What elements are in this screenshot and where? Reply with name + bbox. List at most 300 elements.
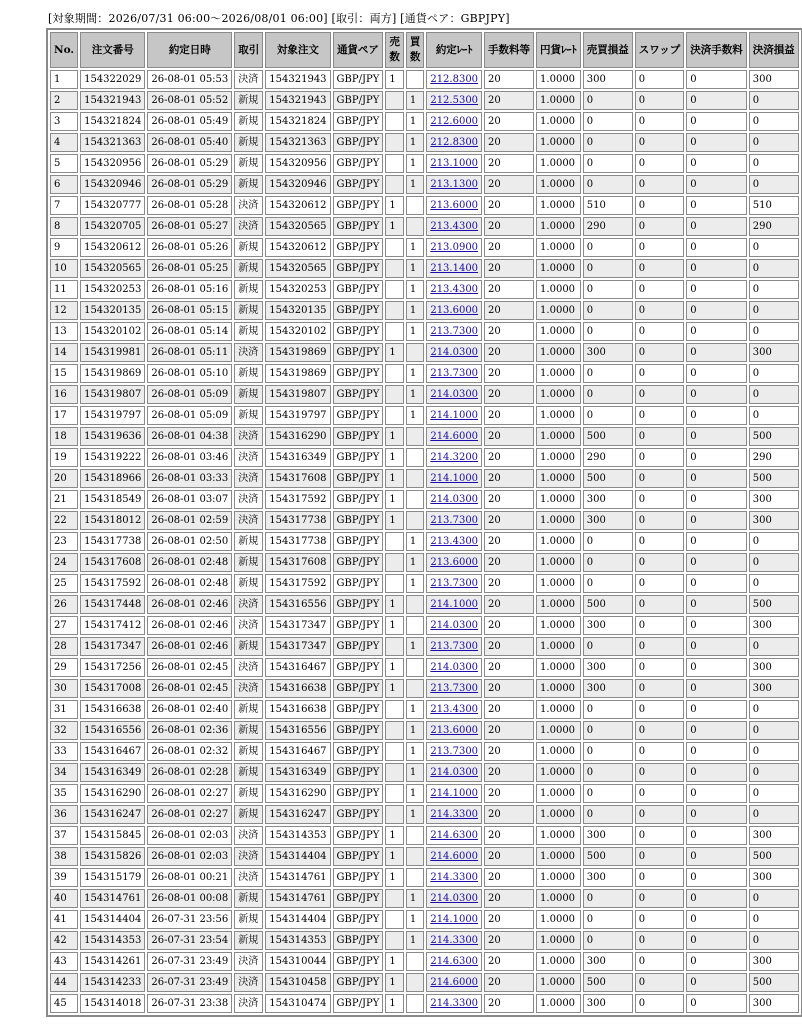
table-row: [50, 70, 799, 89]
cell-col-exec-datetime: 26-08-01 00:08: [147, 889, 232, 908]
cell-col-swap: 0: [635, 847, 684, 866]
cell-col-settle-pl: 0: [749, 574, 799, 593]
cell-col-swap: 0: [635, 133, 684, 152]
cell-col-buy-qty: [406, 994, 425, 1013]
cell-col-trade-type: 新規: [234, 154, 263, 173]
cell-col-trade-type: 新規: [234, 763, 263, 782]
exec-rate-link[interactable]: 212.8300: [430, 74, 479, 85]
cell-col-trade-pl: 0: [583, 385, 633, 404]
cell-col-target-order: 154319869: [265, 364, 330, 383]
cell-col-exec-rate: [426, 658, 482, 677]
cell-col-settle-pl: 0: [749, 301, 799, 320]
cell-col-trade-pl: 510: [583, 196, 633, 215]
cell-col-settle-fee: 0: [686, 763, 747, 782]
cell-col-exec-datetime: 26-08-01 02:27: [147, 805, 232, 824]
cell-col-fees: 20: [484, 322, 534, 341]
cell-col-settle-fee: 0: [686, 973, 747, 992]
header-col-exec-datetime: 約定日時: [147, 32, 232, 68]
cell-col-trade-type: 新規: [234, 889, 263, 908]
exec-rate-link[interactable]: 213.4300: [430, 221, 479, 232]
header-col-buy-qty: 買数: [406, 32, 425, 68]
table-row: [50, 238, 799, 257]
exec-rate-link[interactable]: 213.7300: [430, 683, 479, 694]
cell-col-swap: 0: [635, 259, 684, 278]
cell-col-jpy-rate: 1.0000: [536, 427, 581, 446]
cell-col-exec-datetime: 26-08-01 05:53: [147, 70, 232, 89]
exec-rate-link[interactable]: 214.6000: [430, 851, 479, 862]
cell-col-fees: 20: [484, 847, 534, 866]
cell-col-currency-pair: GBP/JPY: [333, 847, 384, 866]
exec-rate-link[interactable]: 213.7300: [430, 326, 479, 337]
cell-col-exec-rate: [426, 196, 482, 215]
cell-col-target-order: 154321824: [265, 112, 330, 131]
cell-col-trade-pl: 0: [583, 889, 633, 908]
cell-col-buy-qty: [406, 868, 425, 887]
cell-col-jpy-rate: 1.0000: [536, 637, 581, 656]
cell-col-currency-pair: GBP/JPY: [333, 406, 384, 425]
cell-col-fees: 20: [484, 385, 534, 404]
exec-rate-link[interactable]: 213.7300: [430, 368, 479, 379]
cell-col-buy-qty: [406, 679, 425, 698]
cell-col-buy-qty: [406, 826, 425, 845]
cell-col-trade-pl: 290: [583, 448, 633, 467]
cell-col-target-order: 154310474: [265, 994, 330, 1013]
exec-rate-link[interactable]: 213.6000: [430, 200, 479, 211]
cell-col-exec-datetime: 26-08-01 05:40: [147, 133, 232, 152]
cell-col-trade-type: 新規: [234, 910, 263, 929]
cell-col-fees: 20: [484, 805, 534, 824]
cell-col-settle-fee: 0: [686, 406, 747, 425]
cell-col-order-id: 154317738: [80, 532, 145, 551]
cell-col-exec-rate: [426, 427, 482, 446]
cell-col-order-id: 154314261: [80, 952, 145, 971]
cell-col-swap: 0: [635, 385, 684, 404]
exec-rate-link[interactable]: 214.0300: [430, 389, 479, 400]
cell-col-no: 6: [50, 175, 78, 194]
cell-col-order-id: 154317256: [80, 658, 145, 677]
cell-col-order-id: 154315179: [80, 868, 145, 887]
header-col-sell-qty: 売数: [385, 32, 404, 68]
cell-col-order-id: 154317347: [80, 637, 145, 656]
cell-col-currency-pair: GBP/JPY: [333, 301, 384, 320]
cell-col-settle-fee: 0: [686, 574, 747, 593]
table-row: [50, 847, 799, 866]
cell-col-settle-pl: 500: [749, 427, 799, 446]
cell-col-trade-pl: 300: [583, 952, 633, 971]
cell-col-order-id: 154319869: [80, 364, 145, 383]
cell-col-exec-rate: [426, 364, 482, 383]
cell-col-sell-qty: [385, 133, 404, 152]
cell-col-order-id: 154316290: [80, 784, 145, 803]
cell-col-trade-pl: 0: [583, 301, 633, 320]
cell-col-trade-type: 決済: [234, 70, 263, 89]
cell-col-fees: 20: [484, 616, 534, 635]
cell-col-swap: 0: [635, 805, 684, 824]
exec-rate-link[interactable]: 213.4300: [430, 704, 479, 715]
cell-col-trade-pl: 0: [583, 931, 633, 950]
exec-rate-link[interactable]: 214.0300: [430, 494, 479, 505]
cell-col-jpy-rate: 1.0000: [536, 868, 581, 887]
cell-col-order-id: 154320253: [80, 280, 145, 299]
exec-rate-link[interactable]: 212.5300: [430, 95, 479, 106]
exec-rate-link[interactable]: 213.7300: [430, 515, 479, 526]
cell-col-target-order: 154317592: [265, 490, 330, 509]
cell-col-settle-fee: 0: [686, 805, 747, 824]
cell-col-target-order: 154317608: [265, 469, 330, 488]
cell-col-exec-datetime: 26-08-01 02:48: [147, 553, 232, 572]
cell-col-exec-rate: [426, 994, 482, 1013]
table-row: [50, 448, 799, 467]
cell-col-no: 29: [50, 658, 78, 677]
exec-rate-link[interactable]: 214.1000: [430, 410, 479, 421]
exec-rate-link[interactable]: 212.8300: [430, 137, 479, 148]
cell-col-trade-type: 決済: [234, 952, 263, 971]
cell-col-exec-datetime: 26-08-01 02:27: [147, 784, 232, 803]
cell-col-trade-pl: 300: [583, 490, 633, 509]
cell-col-sell-qty: 1: [385, 994, 404, 1013]
cell-col-target-order: 154316638: [265, 700, 330, 719]
cell-col-jpy-rate: 1.0000: [536, 217, 581, 236]
cell-col-currency-pair: GBP/JPY: [333, 826, 384, 845]
cell-col-trade-pl: 0: [583, 574, 633, 593]
table-row: [50, 385, 799, 404]
cell-col-trade-pl: 500: [583, 427, 633, 446]
exec-rate-link[interactable]: 214.3300: [430, 872, 479, 883]
cell-col-fees: 20: [484, 658, 534, 677]
cell-col-no: 34: [50, 763, 78, 782]
exec-rate-link[interactable]: 214.3200: [430, 452, 479, 463]
cell-col-target-order: 154317347: [265, 637, 330, 656]
cell-col-target-order: 154316638: [265, 679, 330, 698]
cell-col-currency-pair: GBP/JPY: [333, 595, 384, 614]
cell-col-exec-rate: [426, 343, 482, 362]
cell-col-trade-type: 決済: [234, 343, 263, 362]
cell-col-sell-qty: [385, 91, 404, 110]
exec-rate-link[interactable]: 213.6000: [430, 557, 479, 568]
cell-col-no: 17: [50, 406, 78, 425]
table-row: [50, 616, 799, 635]
cell-col-swap: 0: [635, 721, 684, 740]
exec-rate-link[interactable]: 213.1300: [430, 179, 479, 190]
cell-col-no: 37: [50, 826, 78, 845]
cell-col-currency-pair: GBP/JPY: [333, 322, 384, 341]
exec-rate-link[interactable]: 213.1400: [430, 263, 479, 274]
cell-col-swap: 0: [635, 469, 684, 488]
cell-col-trade-pl: 0: [583, 175, 633, 194]
exec-rate-link[interactable]: 213.6000: [430, 305, 479, 316]
cell-col-exec-datetime: 26-08-01 05:14: [147, 322, 232, 341]
table-row: [50, 994, 799, 1013]
cell-col-no: 16: [50, 385, 78, 404]
table-row: [50, 91, 799, 110]
cell-col-trade-pl: 500: [583, 469, 633, 488]
exec-rate-link[interactable]: 214.6000: [430, 977, 479, 988]
cell-col-buy-qty: 1: [406, 700, 425, 719]
cell-col-fees: 20: [484, 952, 534, 971]
cell-col-currency-pair: GBP/JPY: [333, 175, 384, 194]
exec-rate-link[interactable]: 213.7300: [430, 746, 479, 757]
cell-col-order-id: 154318012: [80, 511, 145, 530]
cell-col-target-order: 154319869: [265, 343, 330, 362]
cell-col-settle-fee: 0: [686, 889, 747, 908]
exec-rate-link[interactable]: 214.1000: [430, 914, 479, 925]
cell-col-settle-pl: 0: [749, 889, 799, 908]
cell-col-trade-type: 新規: [234, 322, 263, 341]
cell-col-swap: 0: [635, 742, 684, 761]
cell-col-sell-qty: 1: [385, 448, 404, 467]
cell-col-currency-pair: GBP/JPY: [333, 700, 384, 719]
cell-col-settle-fee: 0: [686, 343, 747, 362]
cell-col-no: 8: [50, 217, 78, 236]
exec-rate-link[interactable]: 213.7300: [430, 641, 479, 652]
cell-col-exec-datetime: 26-08-01 03:46: [147, 448, 232, 467]
cell-col-trade-pl: 0: [583, 553, 633, 572]
cell-col-jpy-rate: 1.0000: [536, 154, 581, 173]
cell-col-exec-datetime: 26-08-01 02:32: [147, 742, 232, 761]
cell-col-settle-fee: 0: [686, 784, 747, 803]
cell-col-buy-qty: 1: [406, 763, 425, 782]
cell-col-order-id: 154317008: [80, 679, 145, 698]
cell-col-currency-pair: GBP/JPY: [333, 616, 384, 635]
cell-col-trade-type: 新規: [234, 700, 263, 719]
cell-col-currency-pair: GBP/JPY: [333, 490, 384, 509]
cell-col-swap: 0: [635, 952, 684, 971]
cell-col-jpy-rate: 1.0000: [536, 343, 581, 362]
cell-col-settle-fee: 0: [686, 322, 747, 341]
table-row: [50, 343, 799, 362]
exec-rate-link[interactable]: 213.1000: [430, 158, 479, 169]
cell-col-currency-pair: GBP/JPY: [333, 259, 384, 278]
cell-col-buy-qty: [406, 469, 425, 488]
cell-col-currency-pair: GBP/JPY: [333, 805, 384, 824]
cell-col-no: 20: [50, 469, 78, 488]
cell-col-exec-datetime: 26-08-01 02:45: [147, 658, 232, 677]
cell-col-target-order: 154317592: [265, 574, 330, 593]
cell-col-fees: 20: [484, 679, 534, 698]
report-filter-caption: [対象期間：2026/07/31 06:00〜2026/08/01 06:00] [取引：両方] [通貨ペア：GBPJPY]: [48, 12, 510, 25]
cell-col-order-id: 154314404: [80, 910, 145, 929]
cell-col-exec-datetime: 26-08-01 05:09: [147, 385, 232, 404]
cell-col-settle-pl: 0: [749, 280, 799, 299]
cell-col-buy-qty: 1: [406, 133, 425, 152]
cell-col-buy-qty: 1: [406, 784, 425, 803]
cell-col-settle-fee: 0: [686, 826, 747, 845]
cell-col-exec-rate: [426, 301, 482, 320]
cell-col-sell-qty: 1: [385, 343, 404, 362]
cell-col-settle-fee: 0: [686, 847, 747, 866]
cell-col-settle-pl: 300: [749, 490, 799, 509]
cell-col-exec-datetime: 26-08-01 00:21: [147, 868, 232, 887]
cell-col-sell-qty: [385, 700, 404, 719]
cell-col-currency-pair: GBP/JPY: [333, 112, 384, 131]
exec-rate-link[interactable]: 214.1000: [430, 599, 479, 610]
exec-rate-link[interactable]: 213.7300: [430, 578, 479, 589]
cell-col-no: 27: [50, 616, 78, 635]
cell-col-trade-type: 新規: [234, 637, 263, 656]
cell-col-trade-type: 新規: [234, 385, 263, 404]
table-row: [50, 301, 799, 320]
cell-col-trade-type: 決済: [234, 217, 263, 236]
cell-col-sell-qty: [385, 280, 404, 299]
cell-col-order-id: 154317448: [80, 595, 145, 614]
cell-col-exec-rate: [426, 175, 482, 194]
cell-col-settle-fee: 0: [686, 721, 747, 740]
table-row: [50, 973, 799, 992]
cell-col-order-id: 154319636: [80, 427, 145, 446]
cell-col-trade-type: 決済: [234, 826, 263, 845]
table-row: [50, 112, 799, 131]
cell-col-fees: 20: [484, 994, 534, 1013]
cell-col-exec-rate: [426, 679, 482, 698]
cell-col-buy-qty: [406, 973, 425, 992]
cell-col-swap: 0: [635, 427, 684, 446]
cell-col-exec-rate: [426, 973, 482, 992]
exec-rate-link[interactable]: 213.6000: [430, 725, 479, 736]
cell-col-settle-pl: 0: [749, 133, 799, 152]
cell-col-settle-pl: 300: [749, 952, 799, 971]
cell-col-exec-rate: [426, 259, 482, 278]
cell-col-settle-pl: 510: [749, 196, 799, 215]
exec-rate-link[interactable]: 214.1000: [430, 473, 479, 484]
cell-col-no: 36: [50, 805, 78, 824]
exec-rate-link[interactable]: 214.6300: [430, 956, 479, 967]
cell-col-exec-rate: [426, 574, 482, 593]
cell-col-target-order: 154320565: [265, 217, 330, 236]
cell-col-exec-rate: [426, 490, 482, 509]
cell-col-settle-pl: 0: [749, 238, 799, 257]
table-row: [50, 658, 799, 677]
cell-col-settle-pl: 300: [749, 868, 799, 887]
exec-rate-link[interactable]: 214.3300: [430, 998, 479, 1009]
cell-col-trade-pl: 0: [583, 238, 633, 257]
cell-col-settle-pl: 0: [749, 784, 799, 803]
cell-col-jpy-rate: 1.0000: [536, 931, 581, 950]
cell-col-swap: 0: [635, 658, 684, 677]
cell-col-exec-rate: [426, 532, 482, 551]
cell-col-trade-type: 新規: [234, 238, 263, 257]
cell-col-target-order: 154316349: [265, 763, 330, 782]
cell-col-buy-qty: 1: [406, 931, 425, 950]
exec-rate-link[interactable]: 214.6000: [430, 431, 479, 442]
cell-col-settle-pl: 0: [749, 322, 799, 341]
cell-col-sell-qty: [385, 112, 404, 131]
exec-rate-link[interactable]: 213.4300: [430, 536, 479, 547]
cell-col-sell-qty: [385, 553, 404, 572]
cell-col-exec-rate: [426, 826, 482, 845]
cell-col-settle-fee: 0: [686, 931, 747, 950]
cell-col-sell-qty: [385, 721, 404, 740]
cell-col-swap: 0: [635, 595, 684, 614]
cell-col-exec-datetime: 26-08-01 05:15: [147, 301, 232, 320]
exec-rate-link[interactable]: 212.6000: [430, 116, 479, 127]
cell-col-jpy-rate: 1.0000: [536, 511, 581, 530]
cell-col-buy-qty: [406, 511, 425, 530]
exec-rate-link[interactable]: 214.3300: [430, 935, 479, 946]
cell-col-no: 25: [50, 574, 78, 593]
cell-col-settle-pl: 0: [749, 154, 799, 173]
exec-rate-link[interactable]: 214.1000: [430, 788, 479, 799]
cell-col-fees: 20: [484, 238, 534, 257]
cell-col-exec-datetime: 26-08-01 02:46: [147, 595, 232, 614]
cell-col-settle-pl: 0: [749, 385, 799, 404]
cell-col-settle-fee: 0: [686, 553, 747, 572]
cell-col-trade-pl: 0: [583, 406, 633, 425]
cell-col-target-order: 154320135: [265, 301, 330, 320]
exec-rate-link[interactable]: 214.0300: [430, 620, 479, 631]
cell-col-trade-pl: 0: [583, 721, 633, 740]
cell-col-currency-pair: GBP/JPY: [333, 910, 384, 929]
cell-col-sell-qty: [385, 910, 404, 929]
exec-rate-link[interactable]: 214.0300: [430, 767, 479, 778]
cell-col-jpy-rate: 1.0000: [536, 406, 581, 425]
cell-col-currency-pair: GBP/JPY: [333, 196, 384, 215]
header-col-order-id: 注文番号: [80, 32, 145, 68]
cell-col-target-order: 154316247: [265, 805, 330, 824]
cell-col-settle-fee: 0: [686, 196, 747, 215]
cell-col-exec-datetime: 26-08-01 03:33: [147, 469, 232, 488]
cell-col-buy-qty: 1: [406, 532, 425, 551]
exec-rate-link[interactable]: 214.0300: [430, 347, 479, 358]
cell-col-currency-pair: GBP/JPY: [333, 658, 384, 677]
cell-col-no: 9: [50, 238, 78, 257]
exec-rate-link[interactable]: 214.3300: [430, 809, 479, 820]
cell-col-settle-pl: 300: [749, 679, 799, 698]
cell-col-trade-type: 決済: [234, 448, 263, 467]
exec-rate-link[interactable]: 214.6300: [430, 830, 479, 841]
cell-col-trade-pl: 500: [583, 847, 633, 866]
cell-col-sell-qty: 1: [385, 826, 404, 845]
cell-col-jpy-rate: 1.0000: [536, 448, 581, 467]
cell-col-exec-rate: [426, 553, 482, 572]
cell-col-settle-pl: 0: [749, 91, 799, 110]
cell-col-trade-pl: 0: [583, 280, 633, 299]
cell-col-settle-fee: 0: [686, 427, 747, 446]
header-col-no: No.: [50, 32, 78, 68]
cell-col-currency-pair: GBP/JPY: [333, 280, 384, 299]
cell-col-fees: 20: [484, 490, 534, 509]
cell-col-fees: 20: [484, 532, 534, 551]
cell-col-no: 3: [50, 112, 78, 131]
exec-rate-link[interactable]: 213.4300: [430, 284, 479, 295]
cell-col-trade-pl: 0: [583, 763, 633, 782]
cell-col-buy-qty: [406, 70, 425, 89]
cell-col-exec-datetime: 26-07-31 23:49: [147, 952, 232, 971]
cell-col-fees: 20: [484, 595, 534, 614]
cell-col-trade-pl: 300: [583, 679, 633, 698]
cell-col-fees: 20: [484, 868, 534, 887]
cell-col-order-id: 154314761: [80, 889, 145, 908]
cell-col-exec-datetime: 26-08-01 02:28: [147, 763, 232, 782]
cell-col-sell-qty: [385, 322, 404, 341]
cell-col-settle-pl: 300: [749, 70, 799, 89]
cell-col-exec-rate: [426, 889, 482, 908]
exec-rate-link[interactable]: 213.0900: [430, 242, 479, 253]
cell-col-settle-fee: 0: [686, 595, 747, 614]
cell-col-exec-rate: [426, 238, 482, 257]
exec-rate-link[interactable]: 214.0300: [430, 662, 479, 673]
cell-col-trade-pl: 0: [583, 364, 633, 383]
cell-col-sell-qty: [385, 385, 404, 404]
cell-col-trade-type: 決済: [234, 679, 263, 698]
cell-col-trade-type: 決済: [234, 196, 263, 215]
cell-col-order-id: 154319807: [80, 385, 145, 404]
exec-rate-link[interactable]: 214.0300: [430, 893, 479, 904]
header-col-exec-rate: 約定ﾚｰﾄ: [426, 32, 482, 68]
cell-col-currency-pair: GBP/JPY: [333, 868, 384, 887]
cell-col-buy-qty: [406, 343, 425, 362]
table-row: [50, 742, 799, 761]
table-row: [50, 259, 799, 278]
